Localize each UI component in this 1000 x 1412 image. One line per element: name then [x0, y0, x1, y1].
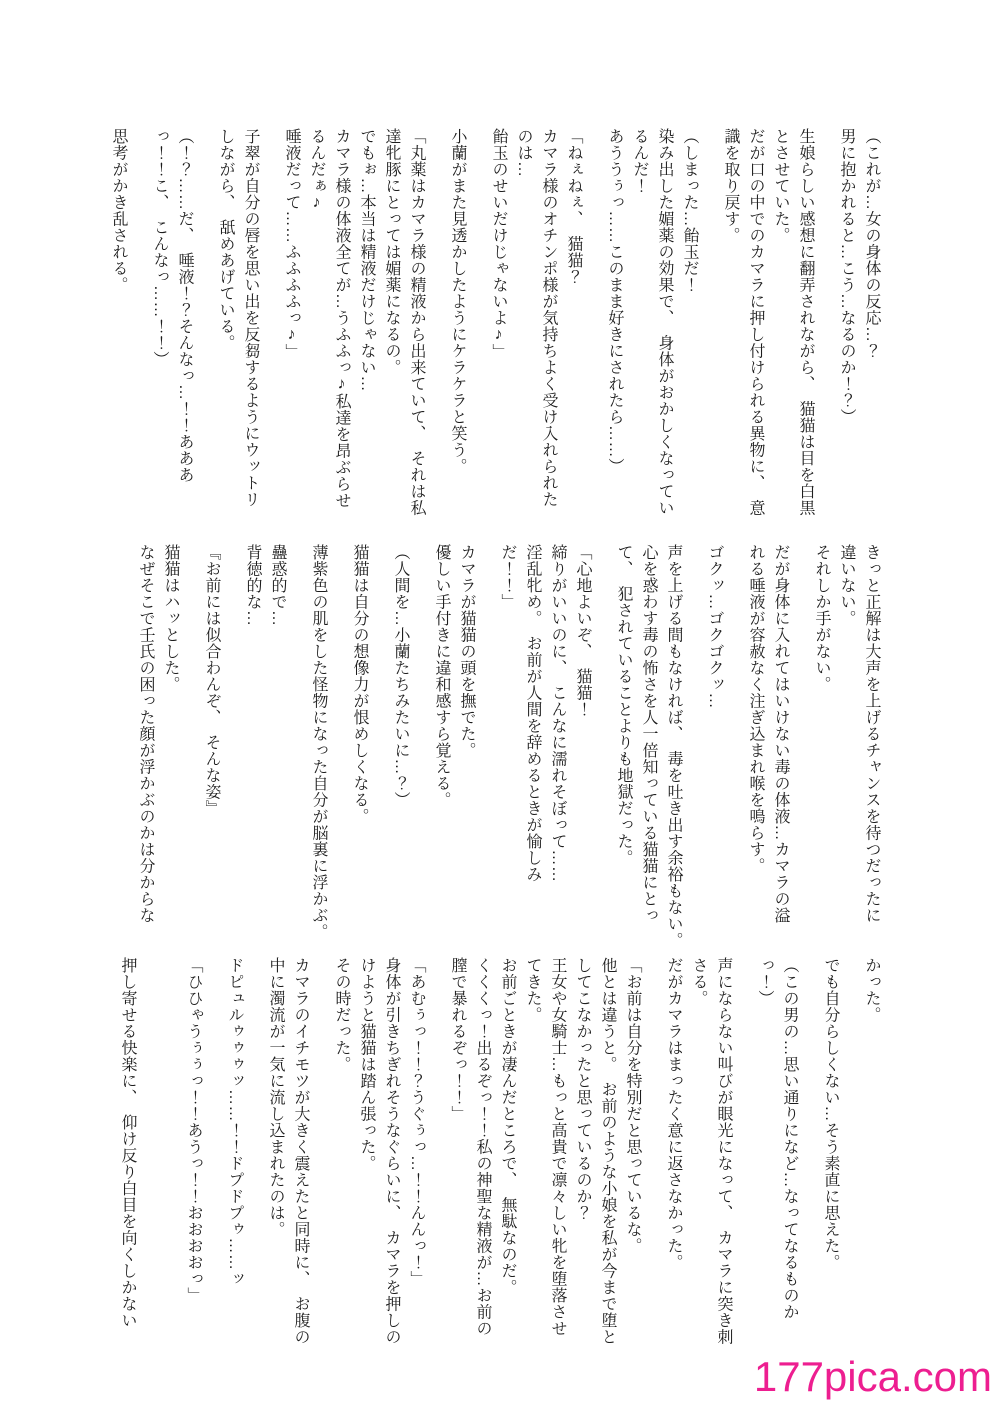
text-line: 子翠が自分の唇を思い出を反芻するようにウットリ: [242, 128, 259, 508]
text-block: [279, 128, 429, 552]
text-block: [495, 544, 595, 968]
text-block: [240, 544, 290, 968]
text-line: カマラが猫猫の頭を撫でた。: [458, 544, 475, 759]
text-line: 淫乱牝め。 お前が人間を辞めるときが愉しみ: [524, 544, 541, 883]
text-block: [263, 957, 313, 1381]
text-line: 男に抱かれると…こう…なるのか！？）: [838, 128, 855, 425]
text-line: れる唾液が容赦なく注ぎ込まれ喉を鳴らす。: [747, 544, 764, 874]
text-line: 優しい手付きに違和感すら覚える。: [433, 544, 450, 808]
watermark-177pica: 177pica.com: [753, 1353, 992, 1400]
text-band-bottom: [115, 957, 884, 1381]
text-line: 膣で暴れるぞっ！！」: [449, 957, 466, 1122]
text-line: だが身体に入れてはいけない毒の体液…カマラの溢: [772, 544, 789, 924]
text-block: [429, 544, 479, 968]
text-line: 声にならない叫びが眼光になって、 カマラに突き刺: [715, 957, 732, 1345]
text-line: （人間を…小蘭たちみたいに…？）: [392, 544, 409, 808]
text-line: （これが…女の身体の反応…？: [863, 128, 880, 359]
text-block: [834, 128, 884, 552]
text-line: 「お前は自分を特別だと思っているな。: [624, 957, 641, 1254]
text-line: 声を上げる間もなければ、 毒を吐き出す余裕もない。: [665, 544, 682, 949]
text-line: ドピュルゥゥゥッ……！！ドプドプゥ……ッ: [226, 957, 243, 1287]
text-line: 身体が引きちぎれそうなぐらいに、 カマラを押しの: [383, 957, 400, 1345]
text-line: るんだ！: [631, 128, 648, 194]
text-line: その時だった。: [333, 957, 350, 1073]
text-line: っ！）: [756, 957, 773, 1007]
text-line: 薄紫色の肌をした怪物になった自分が脳裏に浮かぶ。: [310, 544, 327, 940]
text-line: 猫猫は自分の想像力が恨めしくなる。: [351, 544, 368, 825]
text-line: だ！！」: [499, 544, 516, 610]
text-line: て、 犯されていることよりも地獄だった。: [615, 544, 632, 866]
text-block: [486, 128, 586, 552]
text-block: [661, 957, 736, 1381]
text-line: あううぅっ……このまま好きにされたら……）: [606, 128, 623, 475]
text-line: 違いない。: [838, 544, 855, 627]
text-block: [702, 544, 727, 968]
text-line: カマラのイチモツが大きく震えたと同時に、 お腹の: [292, 957, 309, 1345]
text-line: ゴクッ…ゴクゴクッ…: [706, 544, 723, 709]
text-block: [115, 957, 140, 1381]
text-band-top: [106, 128, 884, 552]
text-block: [388, 544, 413, 968]
text-line: 「あむぅっ！！？うぐぅっ…！！んんっ！」: [408, 957, 425, 1287]
text-line: 小蘭がまた見透かしたようにケラケラと笑う。: [449, 128, 466, 475]
text-block: [809, 544, 884, 968]
text-block: [106, 128, 131, 552]
text-line: 飴玉のせいだけじゃないよ♪」: [490, 128, 507, 360]
text-line: さる。: [690, 957, 707, 1007]
text-line: お前ごときが凄んだところで、 無駄なのだ。: [499, 957, 516, 1296]
text-line: 生娘らしい感想に翻弄されながら、 猫猫は目を白黒: [797, 128, 814, 516]
text-line: 王女や女騎士…もっと高貴で凛々しい牝を堕落させ: [549, 957, 566, 1337]
text-line: でも自分らしくない…そう素直に思えた。: [822, 957, 839, 1271]
text-line: 「ねぇねぇ、 猫猫？: [565, 128, 582, 285]
text-block: [347, 544, 372, 968]
text-line: 中に濁流が一気に流し込まれたのは。: [267, 957, 284, 1238]
text-line: 心を惑わす毒の怖さを人一倍知っている猫猫にとっ: [640, 544, 657, 924]
text-line: （しまった…飴玉だ！: [681, 128, 698, 293]
text-block: [222, 957, 247, 1381]
text-line: るんだぁ♪: [308, 128, 325, 212]
text-line: っ！！こ、 こんなっ……！！）: [151, 128, 168, 368]
text-line: 染み出した媚薬の効果で、 身体がおかしくなってい: [656, 128, 673, 516]
text-line: 達牝豚にとっては媚薬になるの。: [383, 128, 400, 376]
text-line: 押し寄せる快楽に、 仰け反り白目を向くしかない: [119, 957, 136, 1329]
text-line: しながら、 舐めあげている。: [217, 128, 234, 351]
text-line: 蠱惑的で…: [269, 544, 286, 627]
text-line: カマラ様のオチンポ様が気持ちよく受け入れられた: [540, 128, 557, 508]
text-block: [752, 957, 802, 1381]
text-line: くくくっ！出るぞっ！！私の神聖な精液が…お前の: [474, 957, 491, 1337]
text-line: カマラ様の体液全てが…うふふっ♪私達を昂ぶらせ: [333, 128, 350, 509]
text-block: [445, 128, 470, 552]
text-block: [611, 544, 686, 968]
text-line: とさせていた。: [772, 128, 789, 244]
text-line: なぜそこで壬氏の困った顔が浮かぶのかは分からな: [137, 544, 154, 924]
text-line: てきた。: [524, 957, 541, 1023]
text-block: [306, 544, 331, 968]
text-line: 『お前には似合わんぞ、 そんな姿』: [203, 544, 220, 817]
text-line: のは…: [515, 128, 532, 178]
text-block: [602, 128, 702, 552]
text-block: [133, 544, 183, 968]
text-block: [445, 957, 645, 1381]
text-block: [718, 128, 818, 552]
text-block: [818, 957, 843, 1381]
text-line: 猫猫はハッとした。: [162, 544, 179, 693]
text-block: [199, 544, 224, 968]
text-block: [147, 128, 197, 552]
text-line: それしか手がない。: [813, 544, 830, 693]
text-line: 他とは違うと。 お前のような小娘を私が今まで堕と: [599, 957, 616, 1345]
text-line: だが口の中でのカマラに押し付けられる異物に、 意: [747, 128, 764, 516]
text-block: [156, 957, 206, 1381]
text-block: [329, 957, 429, 1381]
text-line: （この男の…思い通りになど…なってなるものか: [781, 957, 798, 1320]
text-line: けようと猫猫は踏ん張った。: [358, 957, 375, 1172]
text-line: してこなかったと思っているのか？: [574, 957, 591, 1221]
text-line: （！？……だ、 唾液！？そんなっ…！！あああ: [176, 128, 193, 483]
text-line: でもぉ…本当は精液だけじゃない…: [358, 128, 375, 392]
text-line: 「ひひゃうぅぅっ！！あうっ！！おおおおっ」: [185, 957, 202, 1304]
text-block: [859, 957, 884, 1381]
text-line: 識を取り戻す。: [722, 128, 739, 244]
text-line: かった。: [863, 957, 880, 1023]
text-block: [213, 128, 263, 552]
text-line: 「心地よいぞ、 猫猫！: [574, 544, 591, 718]
text-line: 「丸薬はカマラ様の精液から出来ていて、 それは私: [408, 128, 425, 516]
text-line: きっと正解は大声を上げるチャンスを待つだったに: [863, 544, 880, 924]
text-line: 締りがいいのに、 こんなに濡れそぼって……: [549, 544, 566, 883]
text-line: 背徳的な…: [244, 544, 261, 627]
text-line: [156, 957, 181, 1381]
text-line: 唾液だって……ふふふふっ♪」: [283, 128, 300, 360]
text-block: [743, 544, 793, 968]
text-line: 思考がかき乱される。: [110, 128, 127, 293]
text-line: だがカマラはまったく意に返さなかった。: [665, 957, 682, 1271]
text-band-middle: [133, 544, 884, 968]
